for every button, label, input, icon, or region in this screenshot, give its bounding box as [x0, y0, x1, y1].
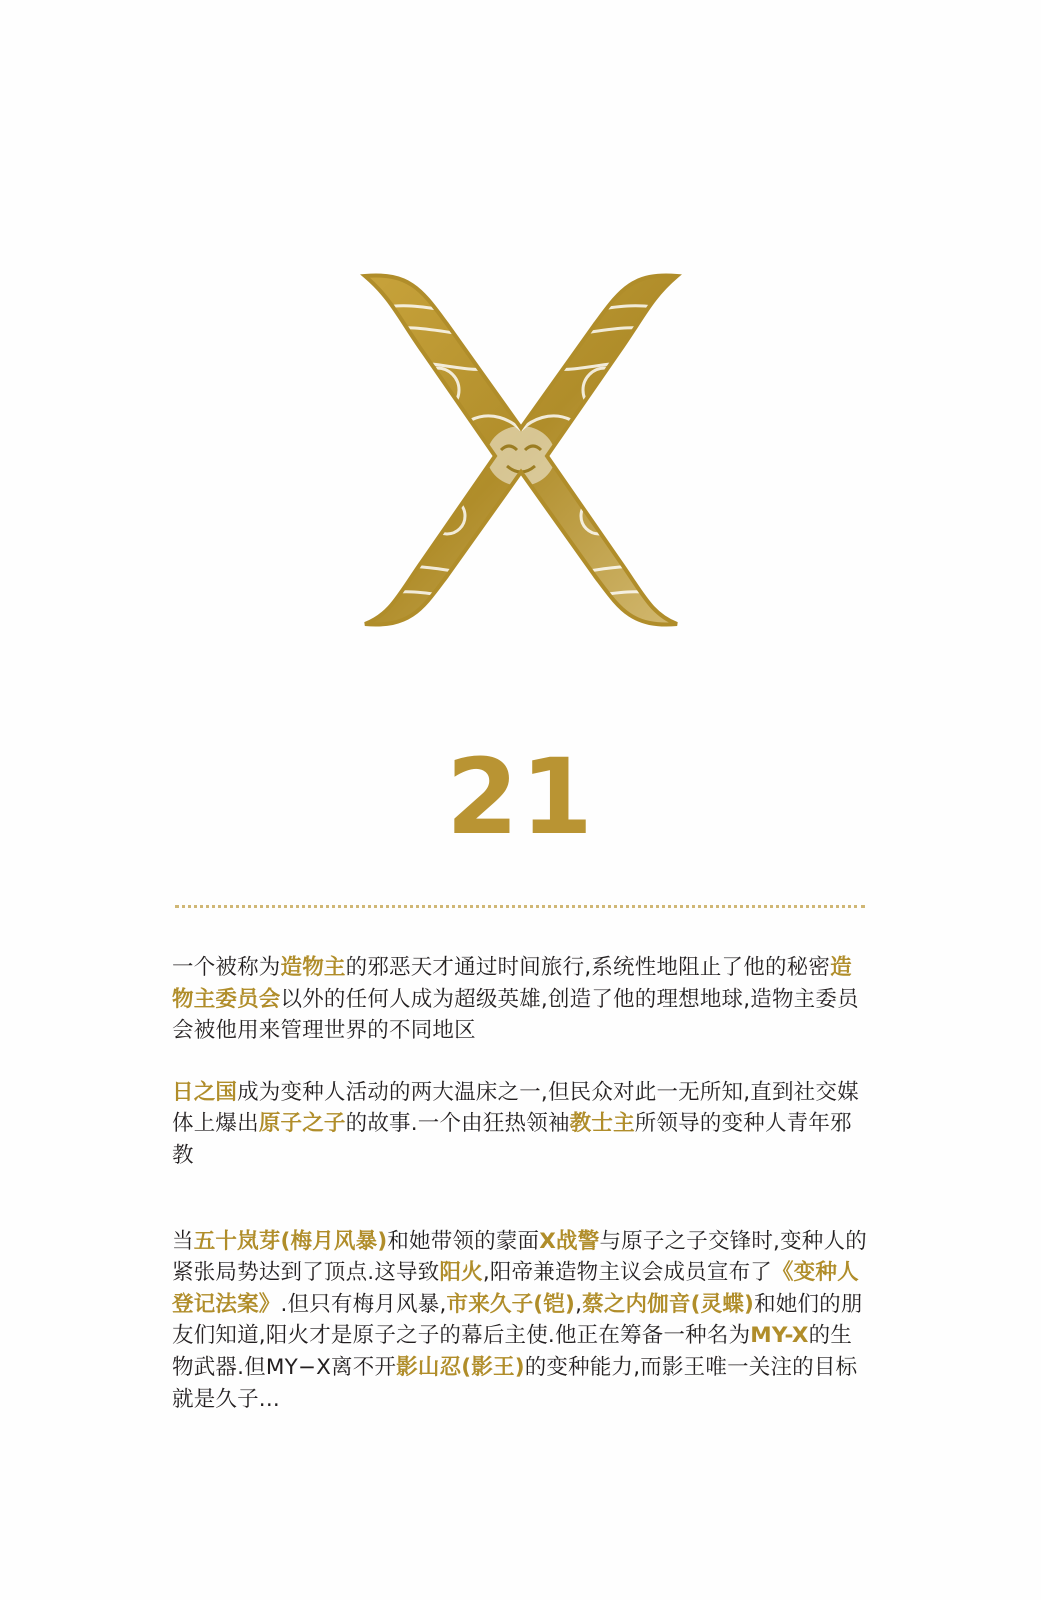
- text-run: 成为变种人活动的两大温床之一,但民众对此一无所知,直到社交媒体上爆出: [172, 1079, 859, 1137]
- text-run: 以外的任何人成为超级英雄,创造了他的理想地球,造物主委员会被他用来管理世界的不同地区: [172, 986, 859, 1044]
- chapter-number: 21: [446, 736, 595, 858]
- highlighted-term: MY-X: [750, 1323, 809, 1349]
- text-run: 当: [172, 1228, 194, 1254]
- text-run: 的故事.一个由狂热领袖: [345, 1111, 570, 1137]
- text-run: 一个被称为: [172, 955, 281, 980]
- highlighted-term: 造物主委员会: [172, 955, 852, 1012]
- text-run: ,: [575, 1291, 583, 1317]
- text-run: 和她带领的蒙面: [387, 1228, 540, 1254]
- synopsis-text: [172, 952, 872, 1415]
- highlighted-term: 蔡之内伽音(灵蝶): [582, 1291, 755, 1317]
- highlighted-term: 日之国: [172, 1079, 238, 1105]
- highlighted-term: 市来久子(铠): [446, 1291, 576, 1317]
- x-emblem-icon: [351, 270, 691, 630]
- highlighted-term: 教士主: [569, 1111, 635, 1137]
- text-run: ,阳帝兼造物主议会成员宣布了: [482, 1260, 772, 1286]
- text-run: 和她们的朋友们知道,阳火才是原子之子的幕后主使.他正在筹备一种名为: [172, 1291, 863, 1349]
- text-run: 的生物武器.但MY−X离不开: [172, 1323, 853, 1380]
- series-logo: [0, 270, 1041, 630]
- highlighted-term: 五十岚芽(梅月风暴): [193, 1228, 388, 1254]
- text-run: 的变种能力,而影王唯一关注的目标就是久子...: [172, 1354, 858, 1412]
- highlighted-term: 造物主: [280, 955, 346, 980]
- text-run: 所领导的变种人青年邪教: [172, 1111, 852, 1168]
- paragraph-1: [172, 952, 872, 1047]
- paragraph-2: [172, 1077, 872, 1172]
- text-run: 与原子之子交锋时,变种人的紧张局势达到了顶点.这导致: [172, 1228, 867, 1286]
- highlighted-term: 阳火: [439, 1260, 483, 1286]
- text-run: .但只有梅月风暴,: [280, 1291, 447, 1317]
- dotted-divider: [175, 905, 865, 912]
- highlighted-term: 影山忍(影王): [396, 1354, 525, 1380]
- paragraph-3: [172, 1226, 872, 1416]
- highlighted-term: 《变种人登记法案》: [172, 1260, 859, 1317]
- highlighted-term: 原子之子: [258, 1111, 346, 1137]
- highlighted-term: X战警: [539, 1228, 600, 1254]
- text-run: 的邪恶天才通过时间旅行,系统性地阻止了他的秘密: [345, 955, 831, 980]
